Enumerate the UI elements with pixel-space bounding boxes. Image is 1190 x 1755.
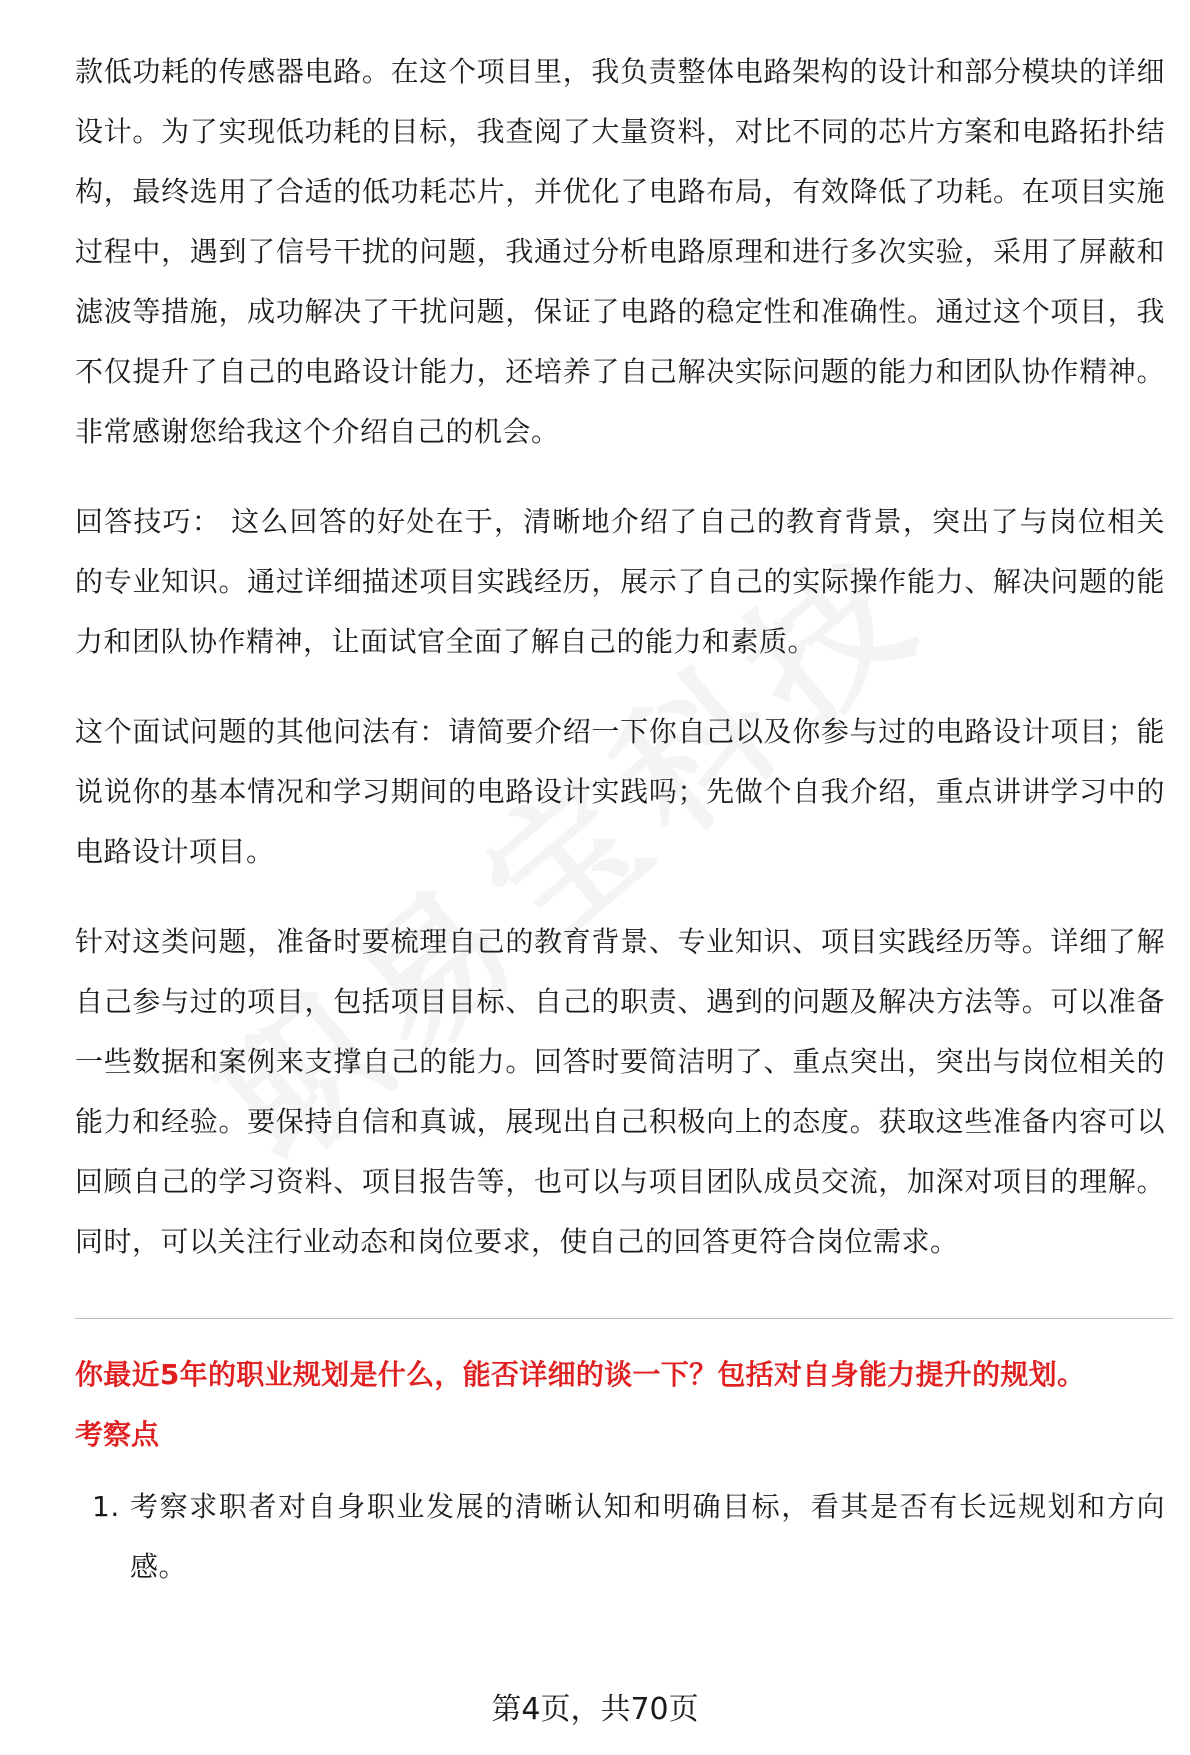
list-item xyxy=(75,1477,1165,1597)
answer-tips-paragraph: 回答技巧： 这么回答的好处在于，清晰地介绍了自己的教育背景，突出了与岗位相关的专业知识。通过详细描述项目实践经历，展示了自己的实际操作能力、解决问题的能力和团队协作精神，让面试官全面了解自己的能力和素质。 xyxy=(75,505,1165,658)
alternative-questions-paragraph: 这个面试问题的其他问法有：请简要介绍一下你自己以及你参与过的电路设计项目；能说说你的基本情况和学习期间的电路设计实践吗；先做个自我介绍，重点讲讲学习中的电路设计项目。 xyxy=(75,715,1165,868)
page-content xyxy=(75,42,1165,1597)
assessment-points-heading: 考察点 xyxy=(75,1418,160,1451)
interview-question: 你最近5年的职业规划是什么，能否详细的谈一下？包括对自身能力提升的规划。 xyxy=(75,1358,1086,1391)
assessment-points-list xyxy=(75,1477,1165,1597)
answer-paragraph: 款低功耗的传感器电路。在这个项目里，我负责整体电路架构的设计和部分模块的详细设计。为了实现低功耗的目标，我查阅了大量资料，对比不同的芯片方案和电路拓扑结构，最终选用了合适的低功耗芯片，并优化了电路布局，有效降低了功耗。在项目实施过程中，遇到了信号干扰的问题，我通过分析电路原理和进行多次实验，采用了屏蔽和滤波等措施，成功解决了干扰问题，保证了电路的稳定性和准确性。通过这个项目，我不仅提升了自己的电路设计能力，还培养了自己解决实际问题的能力和团队协作精神。非常感谢您给我这个介绍自己的机会。 xyxy=(75,55,1165,448)
list-item-number: 1. xyxy=(92,1490,120,1523)
page-number: 第4页，共70页 xyxy=(491,1692,699,1727)
section-divider xyxy=(75,1318,1173,1319)
preparation-advice-paragraph: 针对这类问题，准备时要梳理自己的教育背景、专业知识、项目实践经历等。详细了解自己参与过的项目，包括项目目标、自己的职责、遇到的问题及解决方法等。可以准备一些数据和案例来支撑自己的能力。回答时要简洁明了、重点突出，突出与岗位相关的能力和经验。要保持自信和真诚，展现出自己积极向上的态度。获取这些准备内容可以回顾自己的学习资料、项目报告等，也可以与项目团队成员交流，加深对项目的理解。同时，可以关注行业动态和岗位要求，使自己的回答更符合岗位需求。 xyxy=(75,925,1165,1258)
list-item-text: 考察求职者对自身职业发展的清晰认知和明确目标，看其是否有长远规划和方向感。 xyxy=(130,1490,1165,1583)
